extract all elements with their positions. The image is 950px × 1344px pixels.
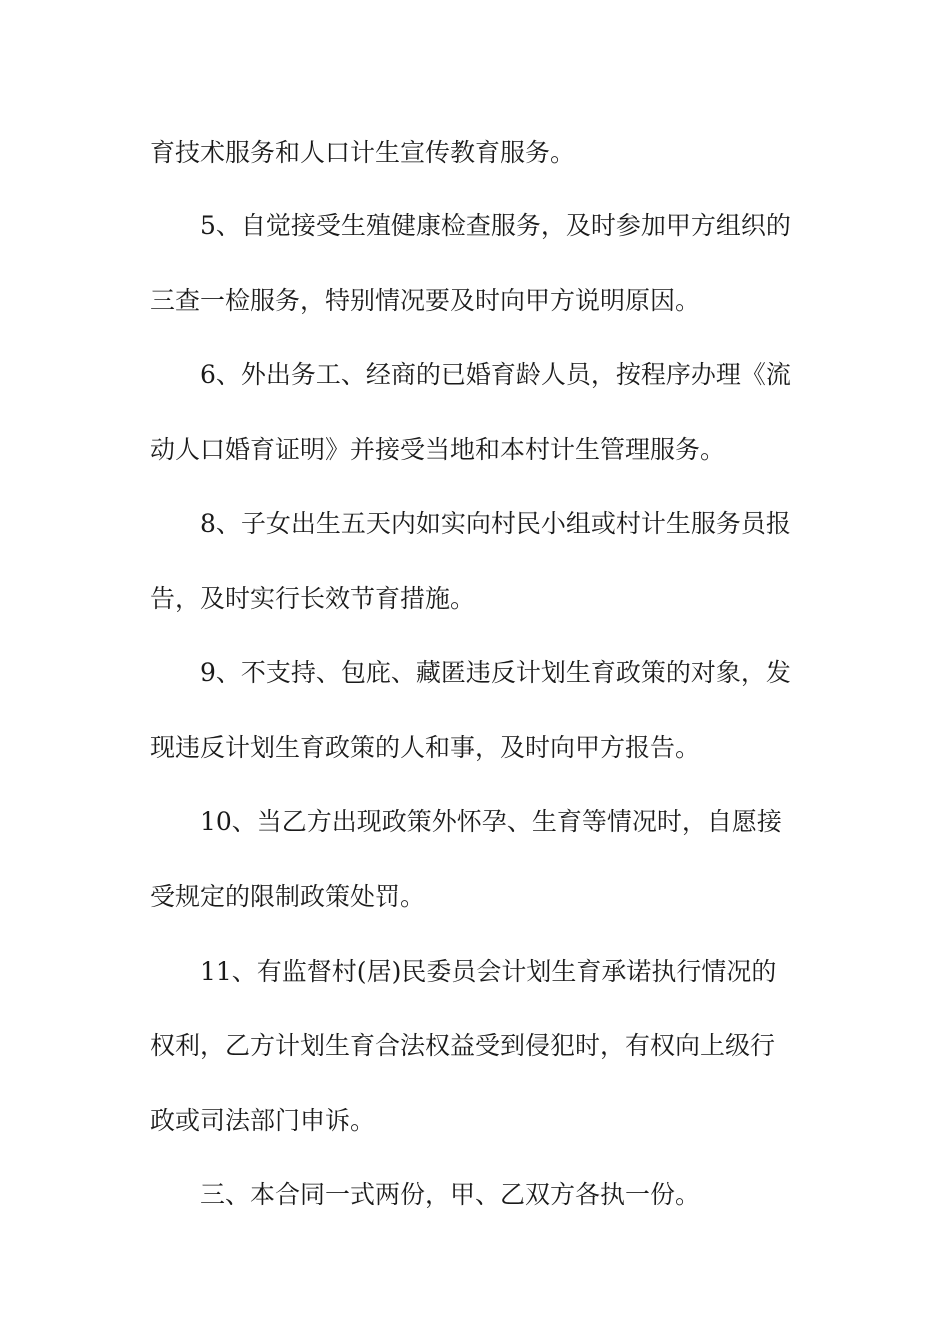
text-line: 10、当乙方出现政策外怀孕、生育等情况时，自愿接 [200, 807, 782, 836]
text-line: 政或司法部门申诉。 [150, 1106, 376, 1135]
text-line: 5、自觉接受生殖健康检查服务，及时参加甲方组织的 [200, 211, 791, 240]
text-line: 6、外出务工、经商的已婚育龄人员，按程序办理《流 [200, 360, 791, 389]
text-line: 告，及时实行长效节育措施。 [150, 584, 476, 613]
text-line: 三、本合同一式两份，甲、乙双方各执一份。 [200, 1180, 701, 1209]
text-line: 8、子女出生五天内如实向村民小组或村计生服务员报 [200, 509, 791, 538]
text-line: 9、不支持、包庇、藏匿违反计划生育政策的对象，发 [200, 658, 791, 687]
text-line: 受规定的限制政策处罚。 [150, 882, 426, 911]
text-line: 11、有监督村(居)民委员会计划生育承诺执行情况的 [200, 957, 777, 986]
text-line: 育技术服务和人口计生宣传教育服务。 [150, 138, 576, 167]
text-line: 现违反计划生育政策的人和事，及时向甲方报告。 [150, 733, 701, 762]
text-line: 动人口婚育证明》并接受当地和本村计生管理服务。 [150, 435, 726, 464]
text-line: 权利，乙方计划生育合法权益受到侵犯时，有权向上级行 [150, 1031, 776, 1060]
text-line: 三查一检服务，特别情况要及时向甲方说明原因。 [150, 286, 701, 315]
